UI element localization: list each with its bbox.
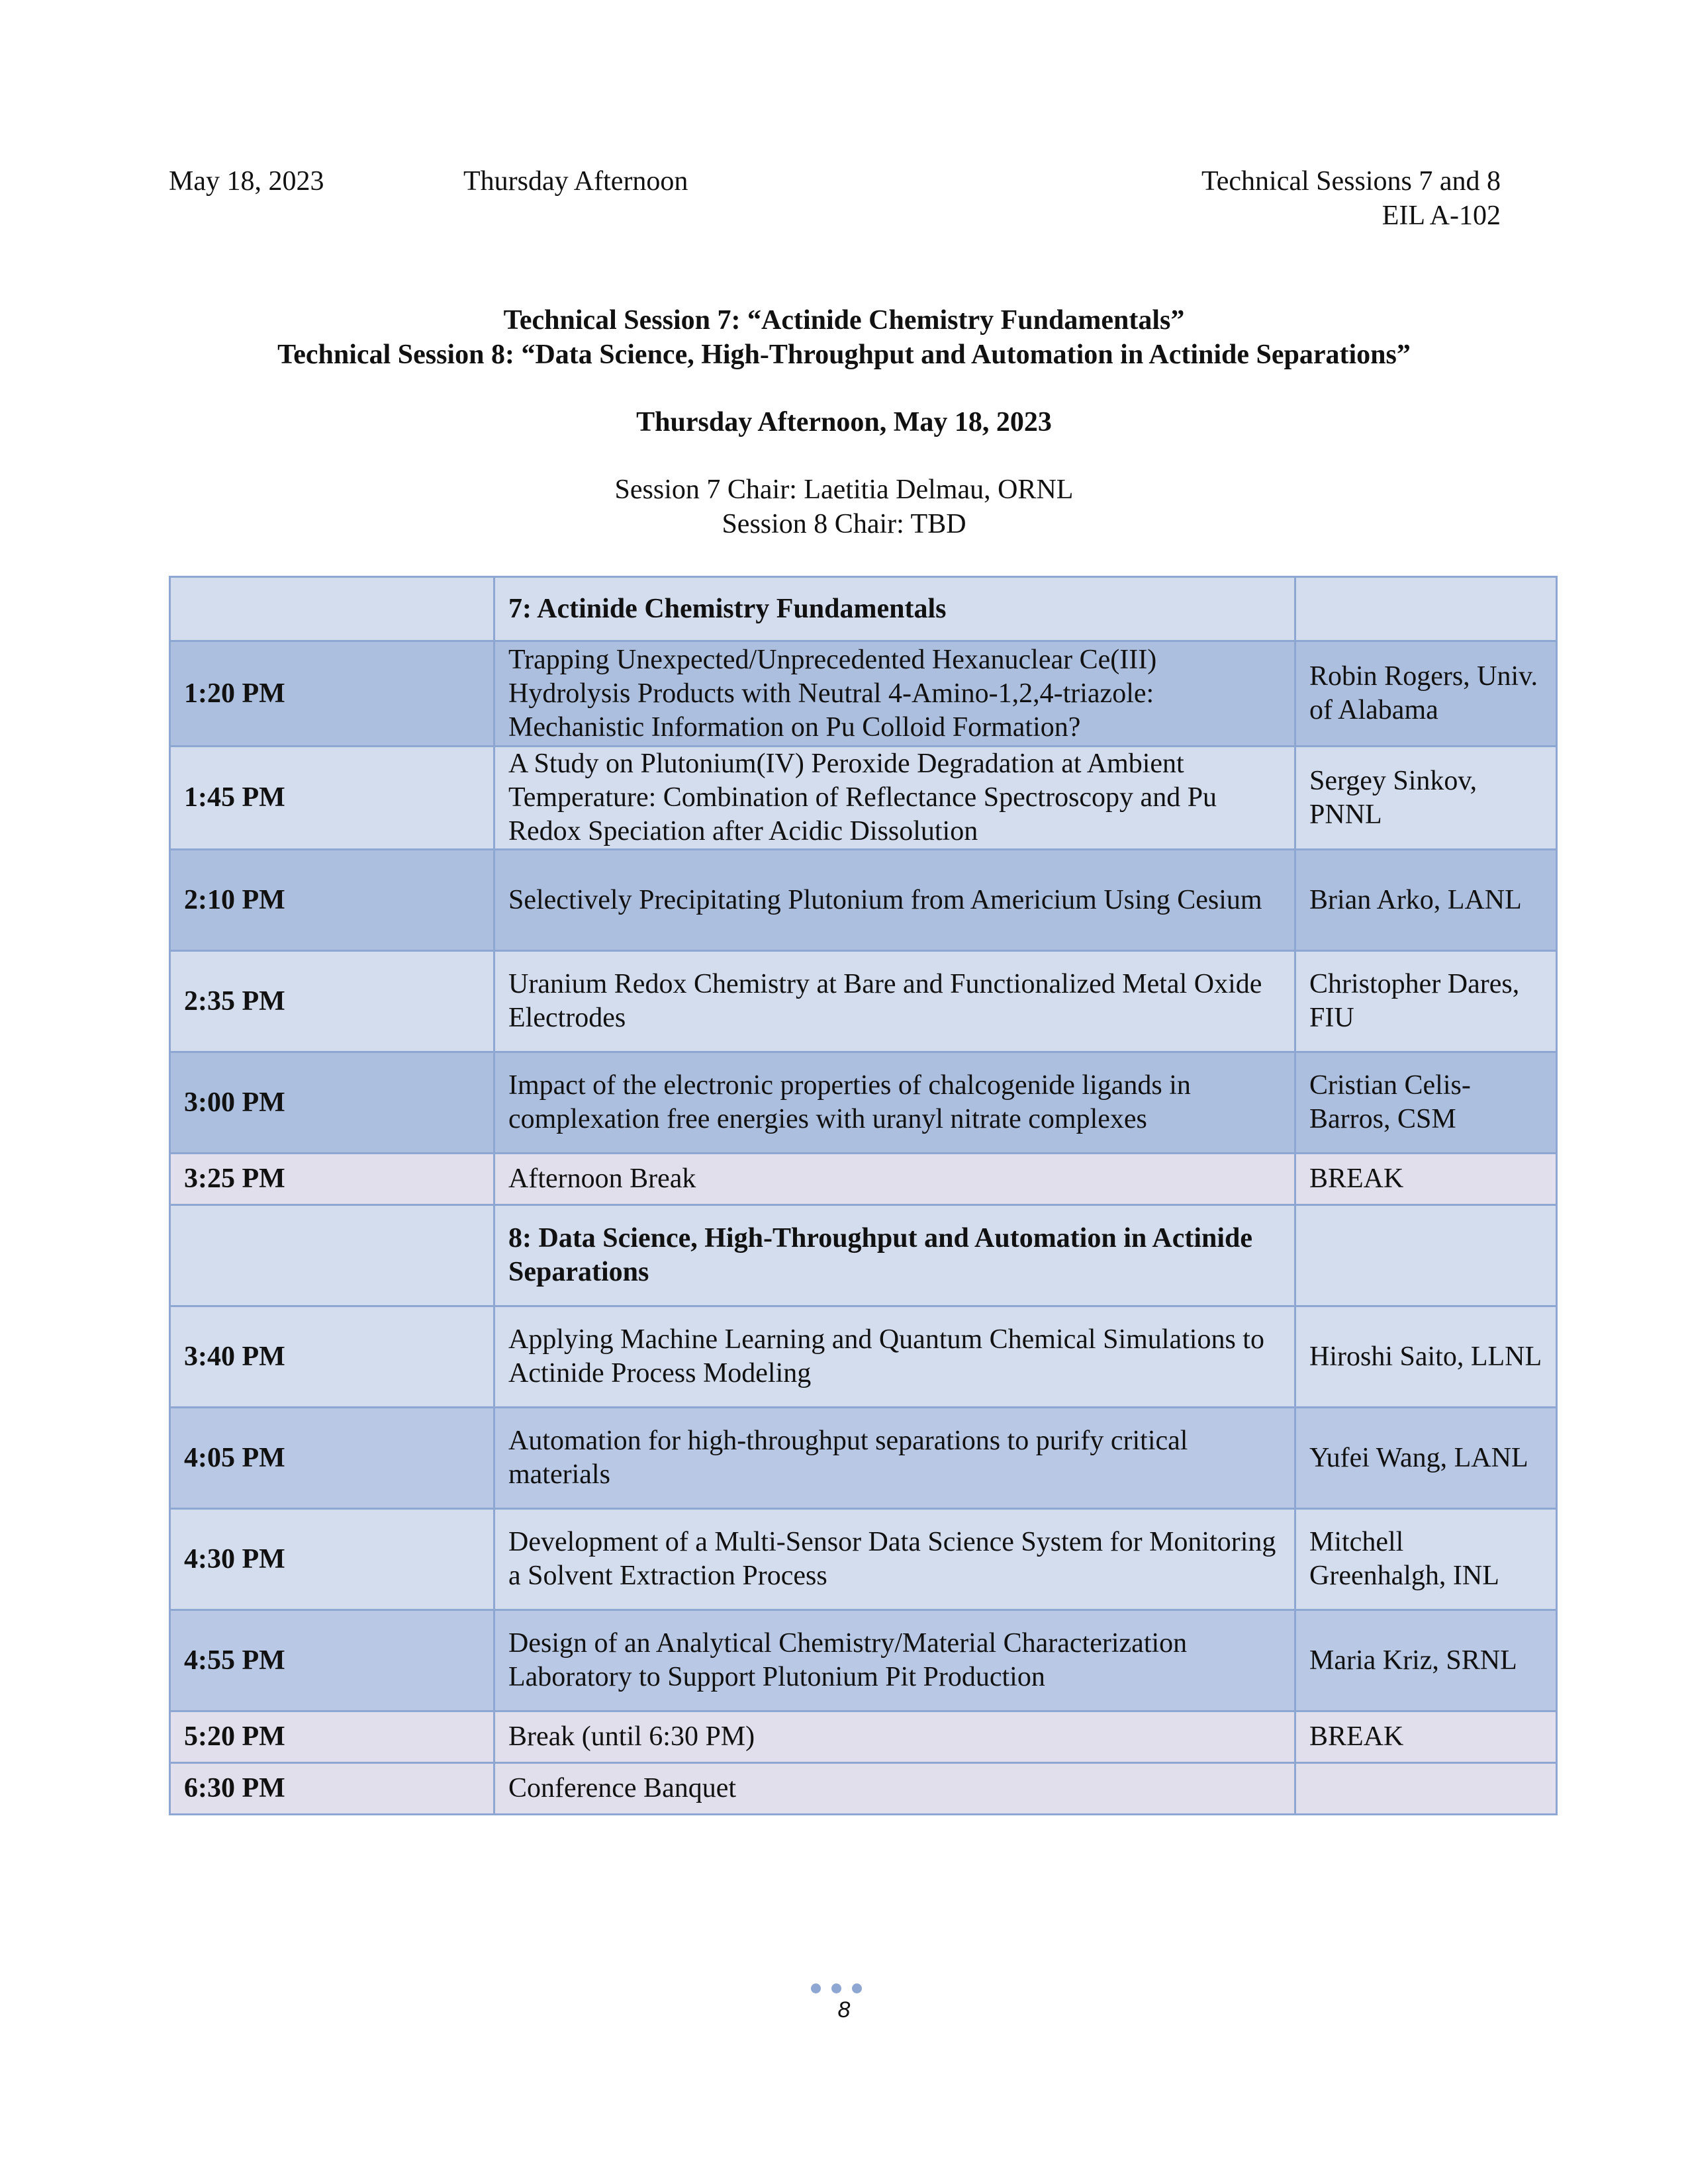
section-title: 8: Data Science, High-Throughput and Automation in Actinide Separations — [494, 1205, 1295, 1306]
speaker-cell: BREAK — [1295, 1154, 1557, 1205]
speaker-cell: Cristian Celis-Barros, CSM — [1295, 1052, 1557, 1154]
talk-title-cell: Design of an Analytical Chemistry/Material Characterization Laboratory to Support Plutonium Pit Production — [494, 1610, 1295, 1711]
footer-dots-icon — [811, 1983, 877, 1994]
talk-title-cell: Break (until 6:30 PM) — [494, 1711, 1295, 1763]
time-cell: 3:40 PM — [170, 1306, 494, 1408]
talk-title-cell: Applying Machine Learning and Quantum Chemical Simulations to Actinide Process Modeling — [494, 1306, 1295, 1408]
table-row — [170, 747, 1557, 850]
session8-title: Technical Session 8: “Data Science, High-Throughput and Automation in Actinide Separations” — [277, 340, 1411, 370]
speaker-cell: Sergey Sinkov, PNNL — [1295, 747, 1557, 850]
talk-title-cell: Development of a Multi-Sensor Data Science System for Monitoring a Solvent Extraction Process — [494, 1509, 1295, 1610]
time-cell: 1:45 PM — [170, 747, 494, 850]
session7-chair: Session 7 Chair: Laetitia Delmau, ORNL — [614, 475, 1074, 505]
table-row — [170, 951, 1557, 1052]
table-row — [170, 641, 1557, 747]
time-cell: 6:30 PM — [170, 1763, 494, 1815]
session-date-line: Thursday Afternoon, May 18, 2023 — [636, 407, 1052, 437]
session-chairs — [0, 473, 1688, 541]
break-row — [170, 1711, 1557, 1763]
page-number: 8 — [837, 1997, 851, 2023]
table-row — [170, 1408, 1557, 1509]
talk-title-cell: Conference Banquet — [494, 1763, 1295, 1815]
time-cell: 2:35 PM — [170, 951, 494, 1052]
header-room: EIL A-102 — [1382, 201, 1501, 231]
section-title: 7: Actinide Chemistry Fundamentals — [494, 577, 1295, 641]
time-cell: 2:10 PM — [170, 850, 494, 951]
session8-chair: Session 8 Chair: TBD — [722, 509, 966, 539]
speaker-cell: Yufei Wang, LANL — [1295, 1408, 1557, 1509]
table-cell — [1295, 577, 1557, 641]
speaker-cell — [1295, 1763, 1557, 1815]
header-day: Thursday Afternoon — [463, 166, 688, 197]
schedule-table — [169, 576, 1558, 1815]
speaker-cell: Maria Kriz, SRNL — [1295, 1610, 1557, 1711]
header-date: May 18, 2023 — [169, 166, 324, 197]
speaker-cell: Robin Rogers, Univ. of Alabama — [1295, 641, 1557, 747]
time-cell: 3:25 PM — [170, 1154, 494, 1205]
time-cell: 4:55 PM — [170, 1610, 494, 1711]
section-header-7 — [170, 577, 1557, 641]
time-cell: 4:30 PM — [170, 1509, 494, 1610]
speaker-cell: Brian Arko, LANL — [1295, 850, 1557, 951]
talk-title-cell: Automation for high-throughput separations to purify critical materials — [494, 1408, 1295, 1509]
talk-title-cell: Afternoon Break — [494, 1154, 1295, 1205]
time-cell: 5:20 PM — [170, 1711, 494, 1763]
session-titles — [0, 303, 1688, 372]
table-cell — [1295, 1205, 1557, 1306]
speaker-cell: Hiroshi Saito, LLNL — [1295, 1306, 1557, 1408]
talk-title-cell: Impact of the electronic properties of chalcogenide ligands in complexation free energies with uranyl nitrate complexes — [494, 1052, 1295, 1154]
table-row — [170, 1052, 1557, 1154]
table-cell — [170, 577, 494, 641]
table-row — [170, 850, 1557, 951]
header-sessions: Technical Sessions 7 and 8 — [1201, 166, 1501, 197]
talk-title-cell: A Study on Plutonium(IV) Peroxide Degradation at Ambient Temperature: Combination of Reflectance Spectroscopy and Pu Redox Speciation after Acidic Dissolution — [494, 747, 1295, 850]
header-session-room — [1201, 164, 1501, 233]
time-cell: 4:05 PM — [170, 1408, 494, 1509]
table-row — [170, 1509, 1557, 1610]
session7-title: Technical Session 7: “Actinide Chemistry Fundamentals” — [503, 305, 1185, 336]
page-header — [169, 164, 1501, 237]
banquet-row — [170, 1763, 1557, 1815]
talk-title-cell: Uranium Redox Chemistry at Bare and Functionalized Metal Oxide Electrodes — [494, 951, 1295, 1052]
speaker-cell: Mitchell Greenhalgh, INL — [1295, 1509, 1557, 1610]
table-row — [170, 1306, 1557, 1408]
time-cell: 1:20 PM — [170, 641, 494, 747]
table-cell — [170, 1205, 494, 1306]
speaker-cell: Christopher Dares, FIU — [1295, 951, 1557, 1052]
time-cell: 3:00 PM — [170, 1052, 494, 1154]
break-row — [170, 1154, 1557, 1205]
speaker-cell: BREAK — [1295, 1711, 1557, 1763]
talk-title-cell: Trapping Unexpected/Unprecedented Hexanuclear Ce(III) Hydrolysis Products with Neutral 4-Amino-1,2,4-triazole: Mechanistic Information on Pu Colloid Formation? — [494, 641, 1295, 747]
section-header-8 — [170, 1205, 1557, 1306]
talk-title-cell: Selectively Precipitating Plutonium from Americium Using Cesium — [494, 850, 1295, 951]
table-row — [170, 1610, 1557, 1711]
